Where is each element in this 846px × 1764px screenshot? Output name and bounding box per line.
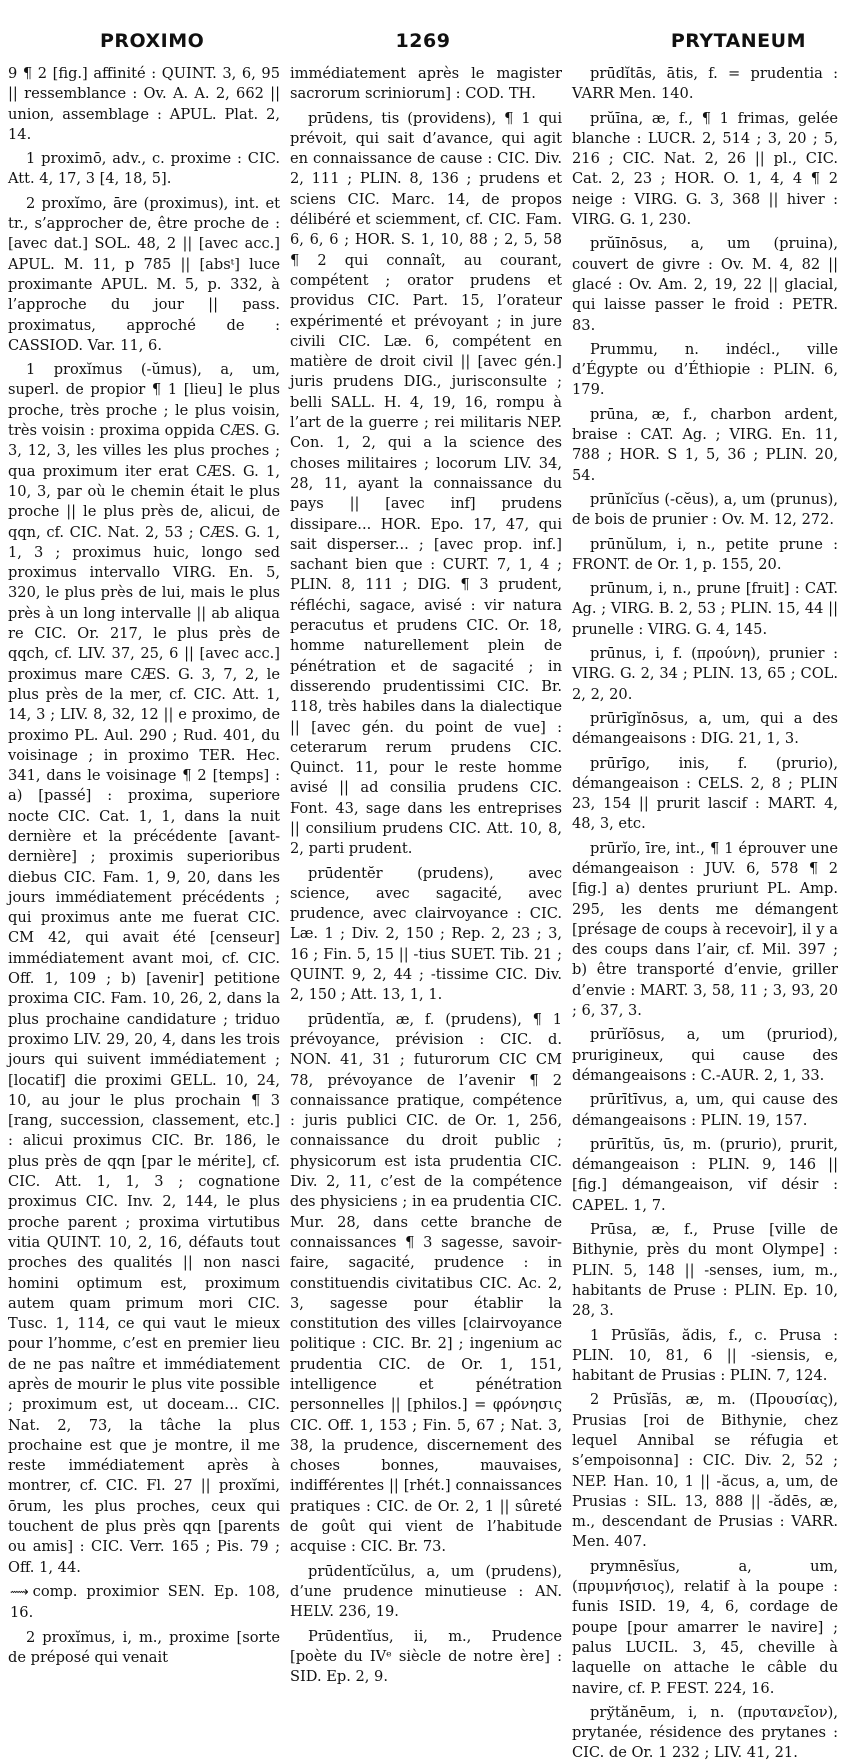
running-head-left: PROXIMO bbox=[100, 30, 205, 52]
entry-text: comp. proximior SEN. Ep. 108, 16. bbox=[10, 1582, 280, 1622]
dictionary-entry: prūdentĭa, æ, f. (prudens), ¶ 1 prévoyance, prévision : CIC. d. NON. 41, 31 ; futurorum CIC CM 78, prévoyance de l’avenir ¶ 2 connaissance pratique, compétence : juris publici CIC. de Or. 1, 256, connaissance du droit public ; physicorum est ista prudentia CIC. Div. 2, 11, c’est de la compétence des physiciens ; in ea prudentia CIC. Mur. 28, dans cette branche de connaissances ¶ 3 sagesse, savoir-faire, sagacité, prudence : in constituendis civitatibus CIC. Ac. 2, 3, sagesse pour établir la constitution des villes [clairvoyance politique : CIC. Br. 2] ; ingenium ac prudentia CIC. de Or. 1, 151, intelligence et pénétration personnelles || [philos.] = φρόνησις CIC. Off. 1, 153 ; Fin. 5, 67 ; Nat. 3, 38, la prudence, discernement des choses bonnes, mauvaises, indifférentes || [rhét.] connaissances pratiques : CIC. de Or. 2, 1 || sûreté de goût qui vient de l’habitude acquise : CIC. Br. 73. bbox=[290, 1010, 562, 1556]
dictionary-entry: 2 proxĭmus, i, m., proxime [sorte de préposé qui venait bbox=[8, 1628, 280, 1666]
dictionary-entry: 1 proxĭmus (-ŭmus), a, um, superl. de propior ¶ 1 [lieu] le plus proche, très proche ; le plus voisin, très voisin : proxima oppida CÆS. G. 3, 12, 3, les villes les plus proches ; qua proximum iter erat CÆS. G. 1, 10, 3, par où le chemin était le plus proche || le plus près de, alicui, de qqn, cf. CIC. Nat. 2, 53 ; CÆS. G. 1, 1, 3 ; proximus huic, longo sed proximus intervallo VIRG. En. 5, 320, le plus près de lui, mais le plus près à un long intervalle || ab aliqua re CIC. Or. 217, le plus près de qqch, cf. LIV. 37, 25, 6 || [avec acc.] proximus mare CÆS. G. 3, 7, 2, le plus près de la mer, cf. CIC. Att. 1, 14, 3 ; LIV. 8, 32, 12 || e proximo, de proximo PL. Aul. 290 ; Rud. 401, du voisinage ; in proximo TER. Hec. 341, dans le voisinage ¶ 2 [temps] : a) [passé] : proxima, superiore nocte CIC. Cat. 1, 1, dans la nuit dernière et la précédente [avant-dernière] ; proximis superioribus diebus CIC. Fam. 1, 9, 20, dans les jours immédiatement précédents ; qui proximus ante me fuerat CIC. CM 42, qui avait été [censeur] immédiatement avant moi, cf. CIC. Off. 1, 109 ; b) [avenir] petitione proxima CIC. Fam. 10, 26, 2, dans la plus prochaine candidature ; triduo proximo LIV. 29, 20, 4, dans les trois jours qui suivent immédiatement ; [locatif] die proximi GELL. 10, 24, 10, au jour le plus prochain ¶ 3 [rang, succession, classement, etc.] : alicui proximus CIC. Br. 186, le plus près de qqn [par le mérite], cf. CIC. Att. 1, 1, 3 ; cognatione proximus CIC. Inv. 2, 144, le plus proche parent ; proxima virtutibus vitia QUINT. 10, 2, 16, défauts tout proches des qualités || non nasci homini optimum est, proximum autem quam primum mori CIC. Tusc. 1, 114, ce qui vaut le mieux pour l’homme, c’est en premier lieu de ne pas naître et immédiatement après de mourir le plus vite possible ; proximum est, ut doceam... CIC. Nat. 2, 73, la tâche la plus prochaine est que je montre, il me reste immédiatement après à montrer, cf. CIC. Fl. 27 || proxĭmi, ōrum, les plus proches, ceux qui touchent de plus près qqn [parents ou amis] : CIC. Verr. 165 ; Pis. 79 ; Off. 1, 44. bbox=[8, 361, 280, 1576]
dictionary-entry: prŭīna, æ, f., ¶ 1 frimas, gelée blanche : LUCR. 2, 514 ; 3, 20 ; 5, 216 ; CIC. Nat. 2, 26 || pl., CIC. Cat. 2, 23 ; HOR. O. 1, 4, 4 ¶ 2 neige : VIRG. G. 3, 368 || hiver : VIRG. G. 1, 230. bbox=[572, 109, 838, 229]
dictionary-entry: prўtănēum, i, n. (πρυτανεῖον), prytanée, résidence des prytanes : CIC. de Or. 1 232 ; LIV. 41, 21. bbox=[572, 1703, 838, 1762]
dictionary-entry: prūrītŭs, ūs, m. (prurio), prurit, démangeaison : PLIN. 9, 146 || [fig.] démangeaison, vif désir : CAPEL. 1, 7. bbox=[572, 1135, 838, 1214]
column-right bbox=[572, 64, 838, 1762]
dictionary-entry: prūrĭōsus, a, um (pruriod), prurigineux, qui cause des démangeaisons : C.-AUR. 2, 1, 33. bbox=[572, 1026, 838, 1084]
dictionary-entry: prūdens, tis (providens), ¶ 1 qui prévoit, qui sait d’avance, qui agit en connaissance de cause : CIC. Div. 2, 111 ; PLIN. 8, 136 ; prudens et sciens CIC. Marc. 14, de propos délibéré et sciemment, cf. CIC. Fam. 6, 6, 6 ; HOR. S. 1, 10, 88 ; 2, 5, 58 ¶ 2 qui connaît, au courant, compétent ; orator prudens et providus CIC. Part. 15, l’orateur expérimenté et prévoyant ; in jure civili CIC. Læ. 6, compétent en matière de droit civil || [avec gén.] juris prudens DIG., jurisconsulte ; belli SALL. H. 4, 19, 16, rompu à l’art de la guerre ; rei militaris NEP. Con. 1, 2, qui a la science des choses militaires ; locorum LIV. 34, 28, 11, ayant la connaissance du pays || [avec inf] prudens dissipare... HOR. Epo. 17, 47, qui sait disperser... ; [avec prop. inf.] sachant bien que : CURT. 7, 1, 4 ; PLIN. 8, 111 ; DIG. ¶ 3 prudent, réfléchi, sagace, avisé : vir natura peracutus et prudens CIC. Or. 18, homme naturellement plein de pénétration et de sagacité ; in disserendo prudentissimi CIC. Br. 118, très habiles dans la dialectique || [avec gén. du point de vue] : ceterarum rerum prudens CIC. Quinct. 11, pour le reste homme avisé || ad consilia prudens CIC. Font. 43, sage dans les entreprises || consilium prudens CIC. Att. 10, 8, 2, parti prudent. bbox=[290, 109, 562, 858]
dictionary-entry: prūdentĭcŭlus, a, um (prudens), d’une prudence minutieuse : AN. HELV. 236, 19. bbox=[290, 1562, 562, 1621]
dictionary-entry: prūnŭlum, i, n., petite prune : FRONT. de Or. 1, p. 155, 20. bbox=[572, 535, 838, 573]
arrow-icon: ⟿ bbox=[10, 1584, 29, 1600]
dictionary-entry: prūna, æ, f., charbon ardent, braise : CAT. Ag. ; VIRG. En. 11, 788 ; HOR. S 1, 5, 36 ; PLIN. 20, 54. bbox=[572, 405, 838, 484]
dictionary-entry: 2 Prūsĭās, æ, m. (Προυσίας), Prusias [roi de Bithynie, chez lequel Annibal se réfugia et s’empoisonna] : CIC. Div. 2, 52 ; NEP. Han. 10, 1 || -ăcus, a, um, de Prusias : SIL. 13, 888 || -ădēs, æ, m., descendant de Prusias : VARR. Men. 407. bbox=[572, 1391, 838, 1551]
dictionary-entry: prūrĭo, īre, int., ¶ 1 éprouver une démangeaison : JUV. 6, 578 ¶ 2 [fig.] a) dentes pruriunt PL. Amp. 295, les dents me démangent [présage de coups à recevoir], il y a des coups dans l’air, cf. Mil. 397 ; b) être transporté d’envie, griller d’envie : MART. 3, 58, 11 ; 3, 93, 20 ; 6, 37, 3. bbox=[572, 839, 838, 1020]
dictionary-entry: prūnĭcĭus (-cĕus), a, um (prunus), de bois de prunier : Ov. M. 12, 272. bbox=[572, 490, 838, 529]
dictionary-entry: prūnus, i, f. (προύνη), prunier : VIRG. G. 2, 34 ; PLIN. 13, 65 ; COL. 2, 2, 20. bbox=[572, 645, 838, 703]
dictionary-entry: immédiatement après le magister sacrorum scriniorum] : COD. TH. bbox=[290, 65, 562, 103]
dictionary-entry: Prummu, n. indécl., ville d’Égypte ou d’Éthiopie : PLIN. 6, 179. bbox=[572, 340, 838, 399]
dictionary-entry: prūrīgo, inis, f. (prurio), démangeaison : CELS. 2, 8 ; PLIN 23, 154 || prurit lascif : MART. 4, 48, 3, etc. bbox=[572, 754, 838, 833]
dictionary-entry: Prūdentĭus, ii, m., Prudence [poète du IVᵉ siècle de notre ère] : SID. Ep. 2, 9. bbox=[290, 1627, 562, 1686]
dictionary-entry: 1 Prūsĭās, ădis, f., c. Prusa : PLIN. 10, 81, 6 || -siensis, e, habitant de Prusias : PLIN. 7, 124. bbox=[572, 1326, 838, 1385]
page-header bbox=[0, 0, 846, 70]
page-number: 1269 bbox=[395, 30, 451, 52]
dictionary-entry bbox=[8, 1582, 280, 1624]
dictionary-entry: prūrīgĭnōsus, a, um, qui a des démangeaisons : DIG. 21, 1, 3. bbox=[572, 709, 838, 748]
column-left bbox=[8, 64, 280, 1666]
running-head-right: PRYTANEUM bbox=[670, 30, 806, 52]
dictionary-entry: prūrītīvus, a, um, qui cause des démangeaisons : PLIN. 19, 157. bbox=[572, 1091, 838, 1129]
dictionary-entry: prūnum, i, n., prune [fruit] : CAT. Ag. ; VIRG. B. 2, 53 ; PLIN. 15, 44 || prunelle : VIRG. G. 4, 145. bbox=[572, 580, 838, 638]
dictionary-entry: 2 proxĭmo, āre (proximus), int. et tr., s’approcher de, être proche de : [avec dat.] SOL. 48, 2 || [avec acc.] APUL. M. 11, p 785 || [absᵗ] luce proximante APUL. M. 5, p. 332, à l’approche du jour || pass. proximatus, approché de : CASSIOD. Var. 11, 6. bbox=[8, 194, 280, 354]
dictionary-entry: prymnēsĭus, a, um, (πρυμνήσιος), relatif à la poupe : funis ISID. 19, 4, 6, cordage de poupe [pour amarrer le navire] ; palus LUCIL. 3, 45, cheville à laquelle on attache le câble du navire, cf. P. FEST. 224, 16. bbox=[572, 1557, 838, 1697]
dictionary-entry: 9 ¶ 2 [fig.] affinité : QUINT. 3, 6, 95 || ressemblance : Ov. A. A. 2, 662 || union, assemblage : APUL. Plat. 2, 14. bbox=[8, 65, 280, 143]
dictionary-entry: 1 proximō, adv., c. proxime : CIC. Att. 4, 17, 3 [4, 18, 5]. bbox=[8, 150, 280, 188]
dictionary-entry: prŭīnōsus, a, um (pruina), couvert de givre : Ov. M. 4, 82 || glacé : Ov. Am. 2, 19, 22 || glacial, qui laisse passer le froid : PETR. 83. bbox=[572, 235, 838, 334]
dictionary-columns bbox=[8, 64, 838, 1762]
dictionary-entry: Prūsa, æ, f., Pruse [ville de Bithynie, près du mont Olympe] : PLIN. 5, 148 || -senses, ium, m., habitants de Pruse : PLIN. Ep. 10, 28, 3. bbox=[572, 1221, 838, 1320]
column-middle bbox=[290, 64, 562, 1686]
dictionary-entry: prūdĭtās, ātis, f. = prudentia : VARR Men. 140. bbox=[572, 65, 838, 103]
dictionary-entry: prūdentĕr (prudens), avec science, avec sagacité, avec prudence, avec clairvoyance : CIC. Læ. 1 ; Div. 2, 150 ; Rep. 2, 23 ; 3, 16 ; Fin. 5, 15 || -tius SUET. Tib. 21 ; QUINT. 9, 2, 44 ; -tissime CIC. Div. 2, 150 ; Att. 13, 1, 1. bbox=[290, 864, 562, 1004]
